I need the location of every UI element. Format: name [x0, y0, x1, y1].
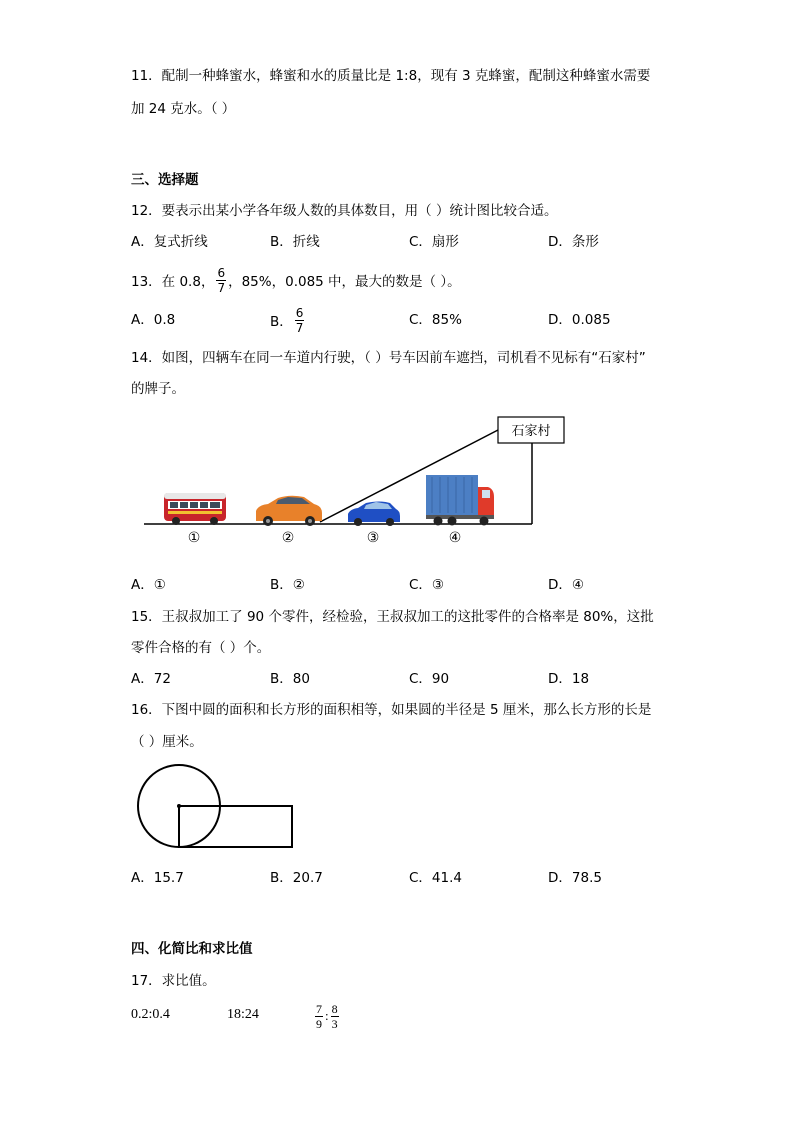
q12-stem: 12．要表示出某小学各年级人数的具体数目，用（ ）统计图比较合适。 — [131, 203, 558, 219]
q15-option-d: D．18 — [548, 671, 590, 687]
q13-option-b-denominator: 7 — [295, 320, 304, 335]
q13-option-b-label: B． — [270, 314, 293, 330]
q16-line2: （ ）厘米。 — [131, 734, 203, 750]
q13-fraction-denominator: 7 — [217, 280, 226, 295]
marker-4: ④ — [448, 530, 462, 546]
q14-option-a: A．① — [131, 577, 166, 593]
q16-option-a: A．15.7 — [131, 870, 184, 886]
truck-icon — [426, 475, 494, 526]
q13-option-d: D．0.085 — [548, 312, 611, 328]
q15-option-b: B．80 — [270, 671, 310, 687]
marker-3: ③ — [366, 530, 380, 546]
q17-item-3-fraction-2 — [331, 1002, 339, 1031]
q13-fraction-numerator: 6 — [217, 265, 226, 280]
q13-option-b-numerator: 6 — [295, 305, 304, 320]
q16-option-d: D．78.5 — [548, 870, 602, 886]
q16-option-c: C．41.4 — [409, 870, 462, 886]
orange-car-icon — [256, 496, 322, 526]
section-4-title: 四、化简比和求比值 — [131, 941, 253, 957]
q13-fraction — [216, 266, 226, 295]
q17-item-3-fraction-1 — [315, 1002, 323, 1031]
bus-icon — [164, 493, 226, 525]
q14-option-d: D．④ — [548, 577, 584, 593]
q15-line1: 15．王叔叔加工了 90 个零件，经检验，王叔叔加工的这批零件的合格率是 80%，这批 — [131, 609, 654, 625]
q13-stem — [131, 262, 461, 298]
q13-option-b — [270, 302, 306, 338]
q17-item-3-denominator-1: 9 — [316, 1016, 322, 1031]
q13-stem-b: ，85%，0.085 中，最大的数是（ ）。 — [228, 274, 461, 290]
q13-option-c: C．85% — [409, 312, 462, 328]
q16-option-b: B．20.7 — [270, 870, 323, 886]
q16-circle-rectangle-figure — [132, 764, 302, 854]
q13-stem-a: 13．在 0.8， — [131, 274, 215, 290]
q11-line2: 加 24 克水。（ ） — [131, 101, 236, 117]
q15-option-a: A．72 — [131, 671, 171, 687]
q17-item-1: 0.2:0.4 — [131, 1007, 170, 1022]
q11-line1: 11．配制一种蜂蜜水，蜂蜜和水的质量比是 1:8，现有 3 克蜂蜜，配制这种蜂蜜水需要 — [131, 68, 651, 84]
q15-line2: 零件合格的有（ ）个。 — [131, 640, 271, 656]
q12-option-b: B．折线 — [270, 234, 320, 250]
q13-option-a: A．0.8 — [131, 312, 176, 328]
q17-item-3-denominator-2: 3 — [331, 1016, 338, 1031]
q12-option-a: A．复式折线 — [131, 234, 208, 250]
q14-line1: 14．如图，四辆车在同一车道内行驶，（ ）号车因前车遮挡，司机看不见标有“石家村” — [131, 350, 646, 366]
q17-item-3 — [313, 998, 341, 1034]
q17-item-2: 18:24 — [227, 1007, 259, 1022]
q17-item-3-numerator-2: 8 — [331, 1001, 338, 1016]
q17-item-3-numerator-1: 7 — [316, 1001, 322, 1016]
q14-option-b: B．② — [270, 577, 305, 593]
q12-option-c: C．扇形 — [409, 234, 459, 250]
sign-text: 石家村 — [511, 424, 551, 439]
q12-option-d: D．条形 — [548, 234, 599, 250]
marker-2: ② — [281, 530, 295, 546]
rectangle-shape — [179, 806, 292, 847]
q17-item-3-colon: : — [325, 1008, 329, 1023]
q14-line2: 的牌子。 — [131, 381, 185, 397]
q14-option-c: C．③ — [409, 577, 445, 593]
blue-car-icon — [348, 502, 400, 527]
circle-center-dot — [177, 804, 181, 808]
q15-option-c: C．90 — [409, 671, 450, 687]
q16-line1: 16．下图中圆的面积和长方形的面积相等，如果圆的半径是 5 厘米，那么长方形的长是 — [131, 702, 652, 718]
q13-option-b-fraction — [295, 306, 305, 335]
q17-stem: 17．求比值。 — [131, 973, 216, 989]
section-3-title: 三、选择题 — [131, 172, 199, 188]
q14-road-figure — [130, 405, 590, 555]
marker-1: ① — [187, 530, 201, 546]
